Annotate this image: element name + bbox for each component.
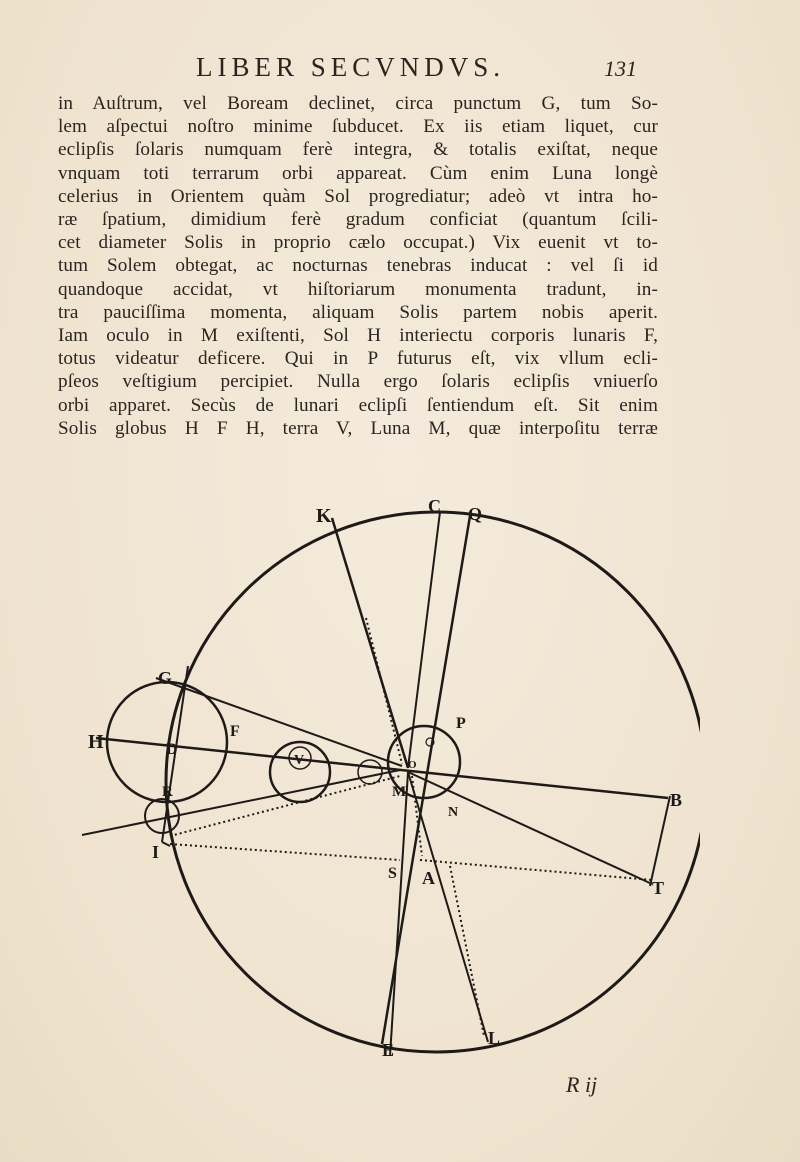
body-text bbox=[58, 92, 658, 440]
label-d: D bbox=[166, 741, 178, 758]
text-line: Solis globus H F H, terra V, Luna M, quæ interpoſitu terræ bbox=[58, 417, 658, 439]
label-h: H bbox=[88, 731, 104, 753]
text-line: eclipſis ſolaris numquam ferè integra, & totalis exiſtat, neque bbox=[58, 139, 658, 161]
text-line: celerius in Orientem quàm Sol progrediatur; adeò vt intra ho- bbox=[58, 185, 658, 207]
label-b: B bbox=[670, 790, 683, 810]
moon-circle-left bbox=[358, 760, 382, 784]
text-line: tra pauciſſima momenta, aliquam Solis partem nobis aperit. bbox=[58, 301, 658, 323]
label-i: I bbox=[152, 842, 160, 862]
label-g: G bbox=[158, 668, 173, 688]
label-p: P bbox=[456, 715, 466, 732]
earth-circle bbox=[270, 742, 330, 802]
label-t: T bbox=[652, 878, 665, 898]
label-n: N bbox=[448, 805, 459, 820]
label-s: S bbox=[388, 865, 397, 882]
label-v: V bbox=[294, 753, 305, 768]
text-line: tum Solem obtegat, ac nocturnas tenebras inducat : vel ſi id bbox=[58, 255, 658, 277]
text-line: vnquam toti terrarum orbi appareat. Cùm enim Luna longè bbox=[58, 162, 658, 184]
label-r: R bbox=[162, 784, 173, 800]
text-line: lem aſpectui noſtro minime ſubducet. Ex iis etiam liquet, cur bbox=[58, 116, 658, 138]
label-a: A bbox=[422, 868, 435, 888]
page-number: 131 bbox=[604, 56, 637, 81]
label-l: L bbox=[488, 1028, 501, 1048]
signature-mark: R ij bbox=[566, 1072, 598, 1097]
label-m: M bbox=[392, 784, 407, 800]
text-line: totus videatur deficere. Qui in P futurus eſt, vix vllum ecli- bbox=[58, 348, 658, 370]
text-line: orbi apparet. Secùs de lunari eclipſi ſentiendum eſt. Sit enim bbox=[58, 394, 658, 416]
text-line: Iam oculo in M exiſtenti, Sol H interiectu corporis lunaris F, bbox=[58, 325, 658, 347]
text-line: ræ ſpatium, dimidium ferè gradum conficiat (quantum ſcili- bbox=[58, 209, 658, 231]
outer-circle bbox=[166, 512, 700, 1052]
label-e: E bbox=[382, 1040, 395, 1060]
text-line: quandoque accidat, vt hiſtoriarum monumenta tradunt, in- bbox=[58, 278, 658, 300]
label-o: O bbox=[408, 759, 417, 771]
text-line: cet diameter Solis in proprio cælo occupat.) Vix euenit vt to- bbox=[58, 232, 658, 254]
text-line: pſeos veſtigium percipiet. Nulla ergo ſolaris eclipſis vniuerſo bbox=[58, 371, 658, 393]
label-k: K bbox=[316, 505, 332, 527]
running-head: LIBER SECVNDVS. bbox=[196, 52, 506, 82]
label-q: Q bbox=[468, 504, 483, 524]
label-f: F bbox=[230, 723, 240, 740]
eclipse-diagram bbox=[70, 496, 700, 1076]
label-c: C bbox=[428, 496, 441, 516]
text-line: in Auſtrum, vel Boream declinet, circa punctum G, tum So- bbox=[58, 93, 658, 114]
